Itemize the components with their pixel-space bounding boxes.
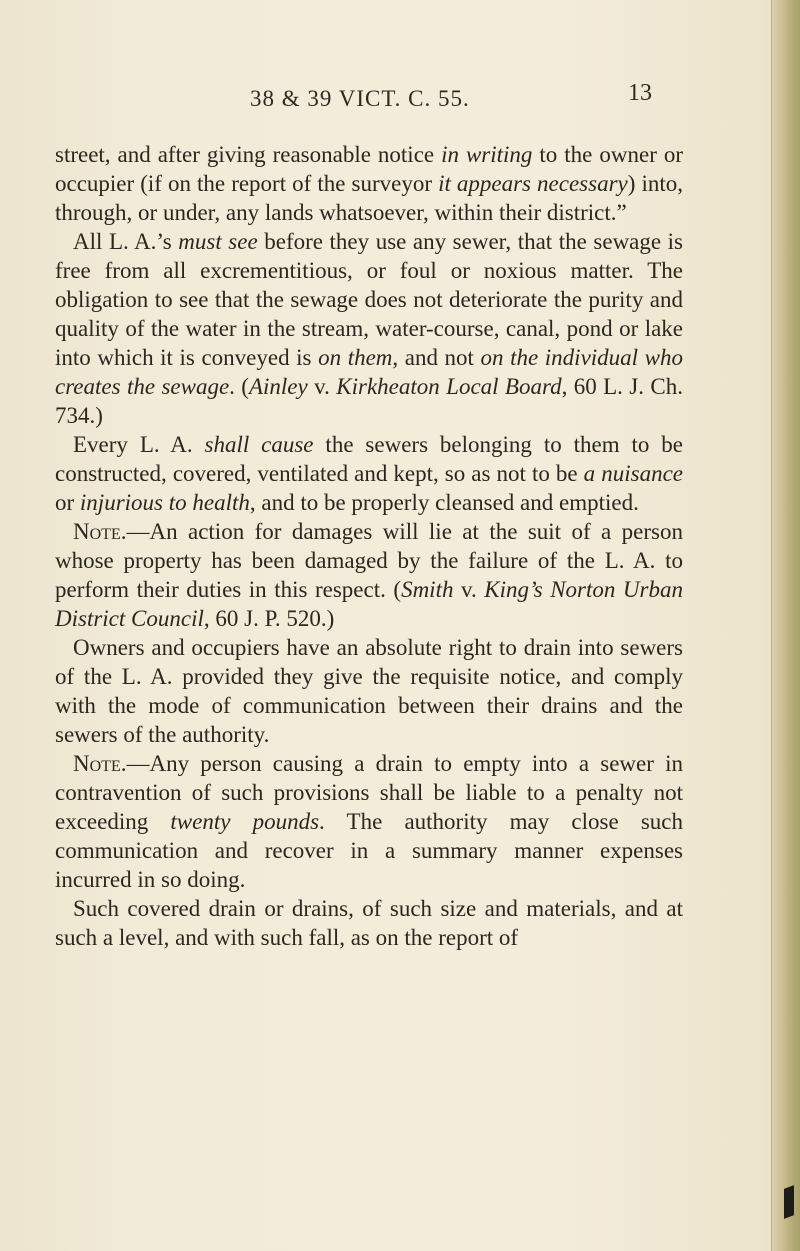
paragraph-2: All L. A.’s must see before they use any sewer, that the sewage is free from all excrementitious, or foul or noxious matter. The obligation to see that the sewage does not deteriorate the purity and quality of the water in the stream, water-course, canal, pond or lake into which it is conveyed is on them, and not on the individual who creates the sewage. (Ainley v. Kirkheaton Local Board, 60 L. J. Ch. 734.)	[55, 229, 683, 428]
page-edge-mark	[784, 1185, 794, 1219]
paragraph-5: Owners and occupiers have an absolute right to drain into sewers of the L. A. provided they give the requisite notice, and comply with the mode of communication between their drains and the sewers of the authority.	[55, 635, 683, 747]
page-number: 13	[628, 80, 652, 106]
page-header	[0, 78, 730, 118]
paragraph-1: street, and after giving reasonable notice in writing to the owner or occupier (if on the report of the surveyor it appears necessary) into, through, or under, any lands whatsoever, within their district.”	[55, 142, 683, 225]
page-edge	[771, 0, 800, 1251]
paragraph-3: Every L. A. shall cause the sewers belonging to them to be constructed, covered, ventilated and kept, so as not to be a nuisance or injurious to health, and to be properly cleansed and emptied.	[55, 432, 683, 515]
running-head: 38 & 39 VICT. C. 55.	[250, 86, 470, 111]
note-label: Note.	[73, 519, 127, 544]
note-2: Note.—Any person causing a drain to empty into a sewer in contravention of such provisions shall be liable to a penalty not exceeding twenty pounds. The authority may close such communication and recover in a summary manner expenses incurred in so doing.	[55, 751, 683, 892]
note-1: Note.—An action for damages will lie at the suit of a person whose property has been damaged by the failure of the L. A. to perform their duties in this respect. (Smith v. King’s Norton Urban District Council, 60 J. P. 520.)	[55, 519, 683, 631]
paragraph-7: Such covered drain or drains, of such size and materials, and at such a level, and with such fall, as on the report of	[55, 896, 683, 950]
note-label: Note.	[73, 751, 127, 776]
body-text	[55, 140, 683, 952]
